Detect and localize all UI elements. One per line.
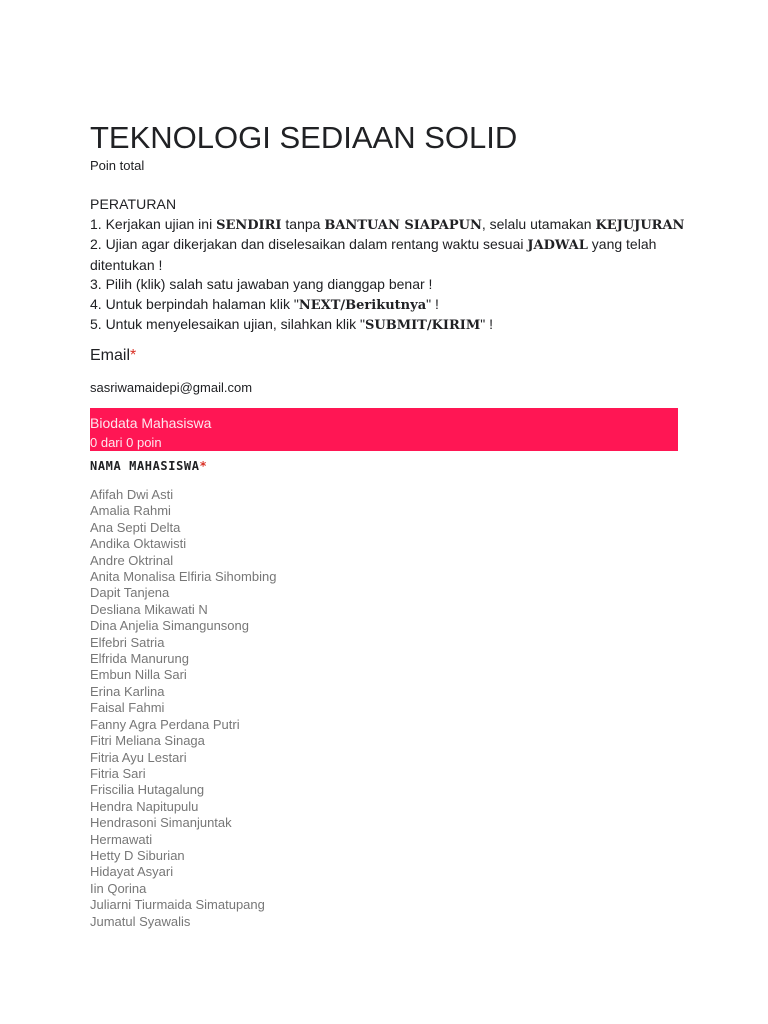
- section-points: 0 dari 0 poin: [90, 435, 162, 450]
- rule-text: 4. Untuk berpindah halaman klik ": [90, 295, 299, 312]
- required-asterisk: *: [130, 347, 137, 364]
- name-option[interactable]: Hendra Napitupulu: [90, 798, 199, 814]
- rule-text: " !: [426, 295, 439, 312]
- name-option[interactable]: Juliarni Tiurmaida Simatupang: [90, 897, 265, 913]
- student-name-options: [90, 487, 276, 930]
- rule-emphasis: SUBMIT/KIRIM: [365, 318, 481, 333]
- name-option[interactable]: Elfrida Manurung: [90, 651, 189, 667]
- name-option[interactable]: Desliana Mikawati N: [90, 601, 208, 617]
- rule-item-3: 3. Pilih (klik) salah satu jawaban yang dianggap benar !: [90, 276, 433, 292]
- name-option[interactable]: Fitri Meliana Sinaga: [90, 733, 205, 749]
- name-option[interactable]: Hetty D Siburian: [90, 847, 185, 863]
- rule-text: yang telah ditentukan !: [90, 236, 657, 273]
- rule-emphasis: NEXT/Berikutnya: [298, 297, 427, 313]
- rule-text: 5. Untuk menyelesaikan ujian, silahkan klik ": [90, 316, 365, 332]
- name-option[interactable]: Elfebri Satria: [90, 634, 165, 650]
- rule-emphasis: JADWAL: [527, 238, 588, 253]
- points-total-label: Poin total: [90, 158, 145, 173]
- form-title: TEKNOLOGI SEDIAAN SOLID: [90, 120, 518, 155]
- name-option[interactable]: Erina Karlina: [90, 683, 165, 699]
- name-option[interactable]: Andre Oktrinal: [90, 552, 174, 568]
- rule-text: " !: [480, 316, 494, 332]
- name-option[interactable]: Fitria Ayu Lestari: [90, 749, 187, 765]
- email-label: [90, 346, 136, 366]
- rule-emphasis: KEJUJURAN: [595, 217, 685, 233]
- rule-text: , selalu utamakan: [481, 215, 596, 232]
- question-label-text: NAMA MAHASISWA: [90, 459, 200, 473]
- name-option[interactable]: Anita Monalisa Elfiria Sihombing: [90, 569, 277, 585]
- name-option[interactable]: Dapit Tanjena: [90, 585, 170, 601]
- rule-text: 1. Kerjakan ujian ini: [90, 215, 217, 232]
- name-option[interactable]: Faisal Fahmi: [90, 700, 165, 716]
- rule-text: 2. Ujian agar dikerjakan dan diselesaikan dalam rentang waktu sesuai: [90, 236, 528, 252]
- section-title: Biodata Mahasiswa: [90, 415, 212, 431]
- email-value: sasriwamaidepi@gmail.com: [90, 380, 253, 395]
- rule-item-2: [90, 235, 690, 275]
- name-option[interactable]: Hidayat Asyari: [90, 864, 174, 880]
- name-option[interactable]: Embun Nilla Sari: [90, 667, 187, 683]
- rule-emphasis: SENDIRI: [216, 217, 282, 233]
- rule-item-1: [90, 215, 690, 236]
- name-option[interactable]: Iin Qorina: [90, 880, 147, 896]
- email-label-text: Email: [90, 347, 131, 364]
- name-option[interactable]: Friscilia Hutagalung: [90, 782, 205, 798]
- name-option[interactable]: Hermawati: [90, 831, 153, 847]
- name-option[interactable]: Hendrasoni Simanjuntak: [90, 815, 232, 831]
- question-label: [90, 457, 207, 475]
- rule-text: tanpa: [281, 215, 325, 232]
- rule-item-4: [90, 295, 690, 316]
- name-option[interactable]: Ana Septi Delta: [90, 519, 181, 535]
- name-option[interactable]: Dina Anjelia Simangunsong: [90, 618, 249, 634]
- rules-heading: PERATURAN: [90, 196, 177, 212]
- name-option[interactable]: Afifah Dwi Asti: [90, 487, 174, 502]
- name-option[interactable]: Fitria Sari: [90, 765, 146, 781]
- name-option[interactable]: Amalia Rahmi: [90, 503, 171, 519]
- rule-emphasis: BANTUAN SIAPAPUN: [324, 217, 482, 233]
- name-option[interactable]: Fanny Agra Perdana Putri: [90, 716, 240, 732]
- rules-description: [90, 195, 690, 336]
- name-option[interactable]: Jumatul Syawalis: [90, 913, 191, 929]
- required-asterisk: *: [199, 459, 208, 473]
- name-option[interactable]: Andika Oktawisti: [90, 536, 187, 552]
- section-header: [90, 408, 678, 451]
- rule-item-5: [90, 315, 690, 336]
